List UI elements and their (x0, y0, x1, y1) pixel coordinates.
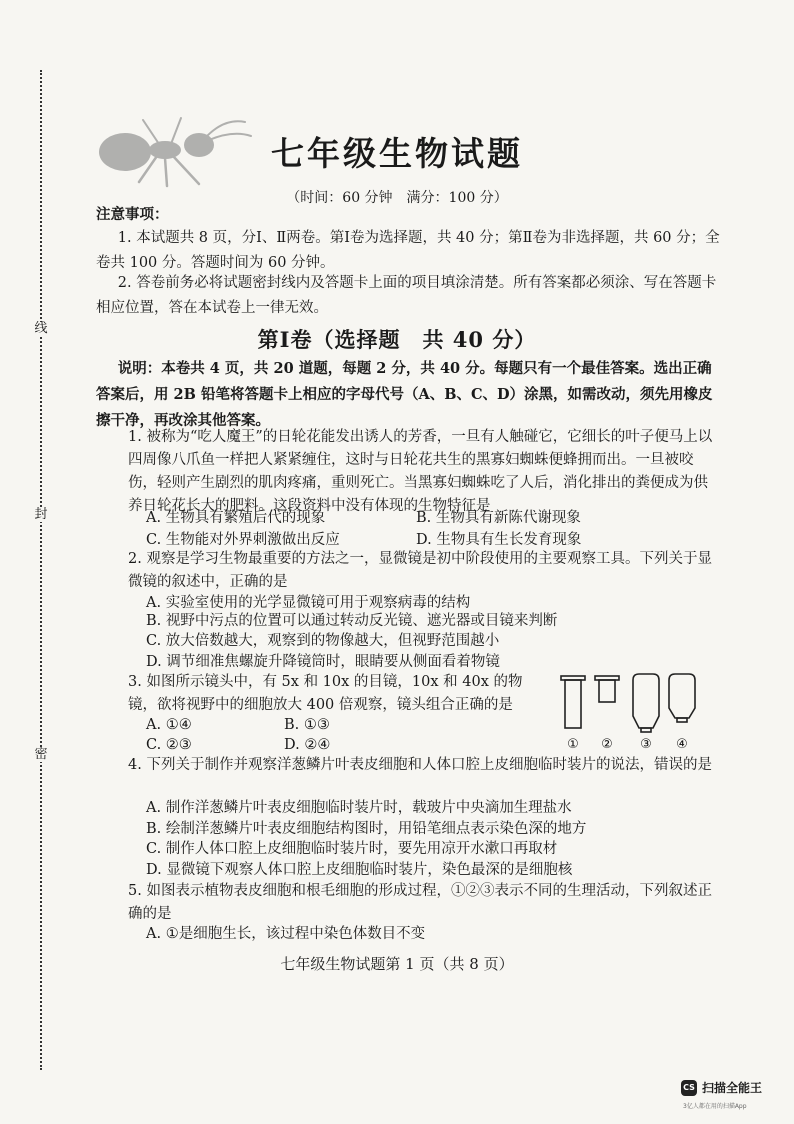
lens-label-1: ① (567, 737, 579, 752)
exam-time-score: （时间：60 分钟 满分：100 分） (286, 190, 508, 206)
notice-item: 2. 答卷前务必将试题密封线内及答题卡上面的项目填涂清楚。所有答案都必须涂、写在答题卡相应位置，答在本试卷上一律无效。 (96, 275, 717, 316)
section-title: 第Ⅰ卷（选择题 共 40 分） (257, 327, 537, 352)
section-description (96, 356, 726, 434)
question-stem: 1. 被称为“吃人魔王”的日轮花能发出诱人的芳香，一旦有人触碰它，它细长的叶子便马上以四周像八爪鱼一样把人紧紧缠住，这时与日轮花共生的黑寡妇蜘蛛便蜂拥而出。一旦被咬伤，轻则产生剧烈的肌肉疼痛，重则死亡。当黑寡妇蜘蛛吃了人后，消化排出的粪便成为供养日轮花长大的肥料。这段资料中没有体现的生物特征是 (128, 429, 713, 514)
question-stem: 5. 如图表示植物表皮细胞和根毛细胞的形成过程，①②③表示不同的生理活动，下列叙述正确的是 (128, 883, 712, 922)
binding-label-xian: 线 (34, 321, 48, 336)
notice-item: 1. 本试题共 8 页，分Ⅰ、Ⅱ两卷。第Ⅰ卷为选择题，共 40 分；第Ⅱ卷为非选择题，共 60 分；全卷共 100 分。答题时间为 60 分钟。 (96, 230, 720, 271)
question-option: D. ②④ (284, 737, 331, 753)
notice-heading: 注意事项： (96, 206, 169, 223)
question-option: B. 绘制洋葱鳞片叶表皮细胞结构图时，用铅笔细点表示染色深的地方 (146, 821, 587, 837)
binding-dotted-line (40, 70, 42, 1070)
page-title: 七年级生物试题 (271, 134, 523, 173)
question-option: B. 视野中污点的位置可以通过转动反光镜、遮光器或目镜来判断 (146, 613, 558, 629)
lens-label-4: ④ (676, 737, 688, 752)
question-option: A. ①④ (146, 717, 192, 733)
question-option: D. 生物具有生长发育现象 (416, 532, 582, 548)
question-option: D. 调节细准焦螺旋升降镜筒时，眼睛要从侧面看着物镜 (146, 654, 500, 670)
question-option: C. 制作人体口腔上皮细胞临时装片时，要先用凉开水漱口再取材 (146, 841, 558, 857)
question-stem: 4. 下列关于制作并观察洋葱鳞片叶表皮细胞和人体口腔上皮细胞临时装片的说法，错误的是 (128, 757, 712, 773)
question-option: A. 生物具有繁殖后代的现象 (146, 510, 326, 526)
question-option: B. ①③ (284, 717, 330, 733)
question-option: C. ②③ (146, 737, 192, 753)
lens-label-3: ③ (640, 737, 652, 752)
question-option: A. 实验室使用的光学显微镜可用于观察病毒的结构 (146, 595, 471, 611)
scanner-app-tagline: 3亿人都在用的扫描App (683, 1103, 747, 1110)
section-description-lead: 说明： (117, 360, 162, 377)
question-option: A. 制作洋葱鳞片叶表皮细胞临时装片时，载玻片中央滴加生理盐水 (146, 800, 572, 816)
question-option: B. 生物具有新陈代谢现象 (416, 510, 581, 526)
page-footer: 七年级生物试题第 1 页（共 8 页） (280, 955, 514, 973)
lens-label-2: ② (601, 737, 613, 752)
binding-label-mi: 密 (34, 747, 48, 762)
section-description-text: 本卷共 4 页，共 20 道题，每题 2 分，共 40 分。每题只有一个最佳答案。选出正确答案后，用 2B 铅笔将答题卡上相应的字母代号（A、B、C、D）涂黑，如需改动，须先用橡皮擦干净，再改涂其他答案。 (96, 360, 713, 429)
microscope-lens-figure (555, 668, 715, 752)
question-option: C. 生物能对外界刺激做出反应 (146, 532, 340, 548)
question-option: A. ①是细胞生长，该过程中染色体数目不变 (146, 926, 426, 942)
scanner-app-icon: CS (681, 1080, 697, 1096)
scanner-app-name: 扫描全能王 (702, 1081, 763, 1095)
binding-label-feng: 封 (34, 507, 48, 522)
question-stem: 2. 观察是学习生物最重要的方法之一，显微镜是初中阶段使用的主要观察工具。下列关于显微镜的叙述中，正确的是 (128, 551, 712, 590)
question-stem: 3. 如图所示镜头中，有 5x 和 10x 的目镜，10x 和 40x 的物镜，欲将视野中的细胞放大 400 倍观察，镜头组合正确的是 (128, 674, 523, 713)
question-option: D. 显微镜下观察人体口腔上皮细胞临时装片，染色最深的是细胞核 (146, 862, 573, 878)
question-option: C. 放大倍数越大，观察到的物像越大，但视野范围越小 (146, 633, 500, 649)
